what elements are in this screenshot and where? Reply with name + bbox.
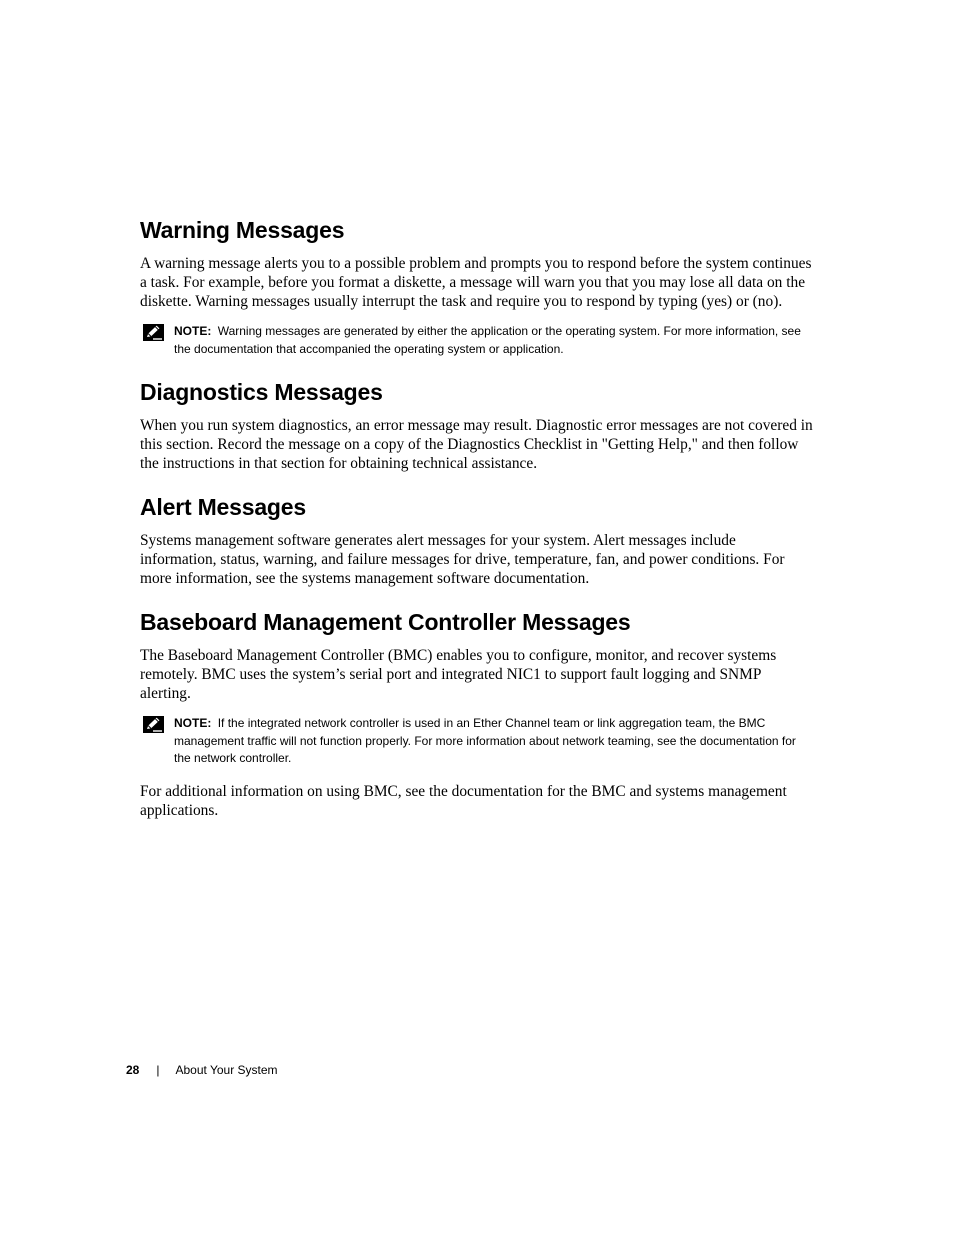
paragraph-diagnostics-messages: When you run system diagnostics, an error message may result. Diagnostic error messages are not covered in this section. Record the message on a copy of the Diagnostics Checklist in "Getting Help," and then follow the instructions in that section for obtaining technical assistance. xyxy=(140,417,813,472)
note-warning xyxy=(140,323,814,358)
heading-alert-messages: Alert Messages xyxy=(140,494,306,520)
paragraph-alert-messages: Systems management software generates alert messages for your system. Alert messages include information, status, warning, and failure messages for drive, temperature, fan, and power conditions. For more information, see the systems management software documentation. xyxy=(140,532,785,587)
paragraph-bmc-messages: The Baseboard Management Controller (BMC) enables you to configure, monitor, and recover systems remotely. BMC uses the system’s serial port and integrated NIC1 to support fault logging and SNMP alerting. xyxy=(140,647,777,702)
footer-separator: | xyxy=(156,1063,160,1077)
section-warning-messages xyxy=(140,216,814,358)
note-label: NOTE: xyxy=(174,716,212,730)
paragraph-bmc-additional-info: For additional information on using BMC, see the documentation for the BMC and systems management applications. xyxy=(140,782,787,819)
note-bmc xyxy=(140,715,814,768)
note-text: If the integrated network controller is used in an Ether Channel team or link aggregation team, the BMC management traffic will not function properly. For more information about network teaming, see the documentation for the network controller. xyxy=(174,716,796,765)
pencil-note-icon xyxy=(143,716,164,733)
section-alert-messages xyxy=(140,493,814,588)
heading-diagnostics-messages: Diagnostics Messages xyxy=(140,379,383,405)
page-number: 28 xyxy=(126,1063,140,1077)
section-bmc-messages xyxy=(140,608,814,820)
page-content xyxy=(140,216,814,820)
note-text: Warning messages are generated by either the application or the operating system. For more information, see the documentation that accompanied the operating system or application. xyxy=(174,324,801,356)
heading-warning-messages: Warning Messages xyxy=(140,217,345,243)
chapter-title: About Your System xyxy=(175,1063,278,1077)
page-footer xyxy=(126,1062,278,1078)
heading-bmc-messages: Baseboard Management Controller Messages xyxy=(140,609,631,635)
section-diagnostics-messages xyxy=(140,378,814,473)
note-label: NOTE: xyxy=(174,324,212,338)
pencil-note-icon xyxy=(143,324,164,341)
paragraph-warning-messages: A warning message alerts you to a possible problem and prompts you to respond before the system continues a task. For example, before you format a diskette, a message will warn you that you may lose all data on the diskette. Warning messages usually interrupt the task and require you to respond by typing (yes) or (no). xyxy=(140,255,812,310)
